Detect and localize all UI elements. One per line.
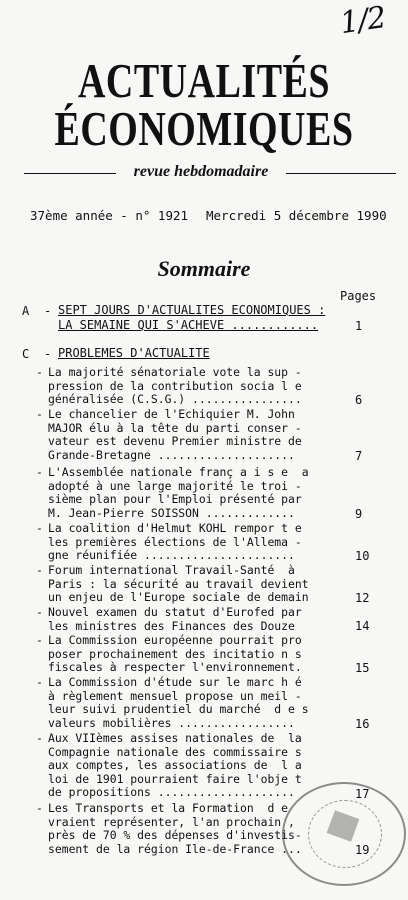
list-item-page: 9 (355, 507, 363, 521)
library-stamp (282, 782, 406, 886)
list-item: - La Commission d'étude sur le marc h é à règlement mensuel propose un meil - leur suivi prudentiel du marché d e s valeurs mobilières ................. (36, 675, 309, 730)
list-item-page: 10 (355, 549, 370, 563)
section-c-title: PROBLEMES D'ACTUALITE (58, 346, 210, 360)
masthead-line-1: ACTUALITÉS (77, 54, 331, 109)
list-item: - Aux VIIèmes assises nationales de la Compagnie nationale des commissaire s aux comptes, les associations de l a loi de 1901 pourraient faire l'obje t de propositions .................... (36, 731, 302, 799)
list-item: - Le chancelier de l'Echiquier M. John MAJOR élu à la tête du parti conser - vateur est devenu Premier ministre de Grande-Bretagne .................... (36, 407, 302, 462)
list-item: - Forum international Travail-Santé à Paris : la sécurité au travail devient un enjeu de l'Europe sociale de demain (36, 563, 309, 604)
subtitle-row (24, 163, 396, 183)
subtitle: revue hebdomadaire (133, 163, 269, 180)
issue-date: Mercredi 5 décembre 1990 (206, 208, 387, 223)
section-dash: - (44, 347, 52, 361)
section-a-page: 1 (355, 319, 363, 333)
list-item: - La Commission européenne pourrait pro poser prochainement des incitatio n s fiscales à respecter l'environnement. (36, 633, 302, 674)
list-item: - L'Assemblée nationale franç a i s e a adopté à une large majorité le troi - sième plan pour l'Emploi présenté par M. Jean-Pierre SOISSON ............. (36, 465, 309, 520)
list-item-page: 14 (355, 619, 370, 633)
section-letter-c: C (22, 347, 30, 361)
section-dash: - (44, 304, 52, 318)
list-item-page: 7 (355, 449, 363, 463)
issue-number: 37ème année - n° 1921 (30, 208, 189, 223)
list-item: - La coalition d'Helmut KOHL rempor t e les premières élections de l'Allema - gne réunifiée ...................... (36, 521, 302, 562)
list-item-page: 16 (355, 717, 370, 731)
list-item-page: 15 (355, 661, 370, 675)
section-letter-a: A (22, 304, 30, 318)
section-a-title-line-1: SEPT JOURS D'ACTUALITES ECONOMIQUES : (58, 303, 326, 317)
list-item: - La majorité sénatoriale vote la sup - pression de la contribution socia l e généralisée (C.S.G.) ................ (36, 365, 302, 406)
list-item: - Nouvel examen du statut d'Eurofed par les ministres des Finances des Douze (36, 605, 302, 633)
handwritten-page-mark: 1/2 (337, 0, 388, 42)
section-a-title-line-2: LA SEMAINE QUI S'ACHEVE ............ (58, 318, 319, 332)
list-item-page: 6 (355, 393, 363, 407)
pages-column-label: Pages (340, 289, 377, 303)
masthead-line-2: ÉCONOMIQUES (54, 102, 354, 157)
subtitle-rule-left (24, 173, 116, 174)
list-item: - Les Transports et la Formation d e vraient représenter, l'an prochain , près de 70 % des dépenses d'investis- sement de la région Ile-de-France ... (36, 801, 302, 856)
list-item-page: 17 (355, 787, 370, 801)
list-item-page: 12 (355, 591, 370, 605)
sommaire-title: Sommaire (157, 256, 251, 281)
list-item-page: 19 (355, 843, 370, 857)
subtitle-rule-right (286, 173, 396, 174)
